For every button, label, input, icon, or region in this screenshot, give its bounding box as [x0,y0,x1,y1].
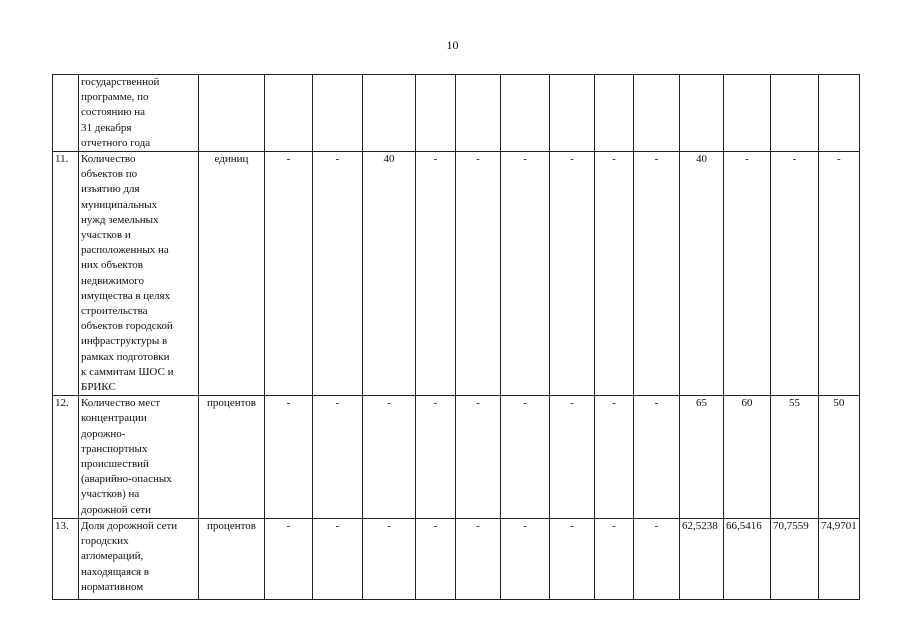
description-line: изъятию для [81,183,140,196]
value-cell: - [550,152,595,396]
indicator-description-cell [79,518,199,599]
value-cell: - [363,396,416,519]
indicator-description-cell [79,152,199,396]
description-line: рамках подготовки [81,350,170,363]
value-cell: - [501,396,550,519]
value-cell: 62,5238 [680,518,724,599]
description-line: объектов городской [81,320,173,333]
value-cell [416,75,456,152]
indicators-table [52,74,860,600]
value-cell: 55 [771,396,819,519]
description-line: (аварийно-опасных [81,473,172,486]
value-cell: - [416,152,456,396]
value-cell: 65 [680,396,724,519]
value-cell: - [771,152,819,396]
description-line: программе, по [81,91,149,104]
description-line: 31 декабря [81,121,132,134]
value-cell: - [819,152,860,396]
value-cell [313,75,363,152]
value-cell: 66,5416 [724,518,771,599]
value-cell: - [456,518,501,599]
value-cell [363,75,416,152]
description-line: городских [81,535,129,548]
value-cell: 40 [363,152,416,396]
description-line: отчетного года [81,136,151,149]
value-cell: - [634,396,680,519]
description-line: Количество [81,153,136,166]
value-cell: - [456,396,501,519]
description-line: агломераций, [81,550,144,563]
description-line: государственной [81,76,160,88]
description-line: них объектов [81,259,143,272]
description-line: имущества в целях [81,289,171,302]
unit-cell: процентов [199,518,265,599]
description-line: расположенных на [81,244,169,257]
value-cell [771,75,819,152]
value-cell: 50 [819,396,860,519]
value-cell: - [724,152,771,396]
value-cell: 60 [724,396,771,519]
description-line: недвижимого [81,274,144,287]
value-cell: - [634,152,680,396]
description-line: Количество мест [81,397,161,410]
description-line: дорожно- [81,427,126,440]
description-line: находящаяся в [81,565,149,578]
unit-cell: процентов [199,396,265,519]
value-cell: - [595,518,634,599]
value-cell: - [313,152,363,396]
row-number-cell [53,75,79,152]
value-cell: - [313,518,363,599]
value-cell: - [265,152,313,396]
value-cell: - [501,152,550,396]
value-cell [634,75,680,152]
description-line: объектов по [81,168,138,181]
value-cell [595,75,634,152]
value-cell: - [416,518,456,599]
description-line: муниципальных [81,198,158,211]
value-cell: - [313,396,363,519]
indicator-description-cell [79,396,199,519]
description-line: нормативном [81,580,144,593]
description-line: Доля дорожной сети [81,519,178,532]
value-cell [501,75,550,152]
value-cell [550,75,595,152]
value-cell: - [595,396,634,519]
value-cell: - [550,396,595,519]
table-row [53,152,860,396]
table-row [53,518,860,599]
description-line: к саммитам ШОС и [81,365,174,378]
description-line: строительства [81,305,148,318]
description-line: БРИКС [81,381,116,394]
value-cell: - [265,518,313,599]
value-cell [265,75,313,152]
description-line: транспортных [81,442,148,455]
description-line: нужд земельных [81,213,159,226]
description-line: инфраструктуры в [81,335,168,348]
description-line: концентрации [81,412,147,425]
value-cell: - [456,152,501,396]
value-cell: - [550,518,595,599]
value-cell: - [634,518,680,599]
unit-cell: единиц [199,152,265,396]
value-cell: 40 [680,152,724,396]
value-cell [680,75,724,152]
row-number-cell: 12. [53,396,79,519]
description-line: происшествий [81,458,149,471]
page-number: 10 [446,38,459,52]
value-cell: 70,7559 [771,518,819,599]
table-row [53,75,860,152]
value-cell: - [265,396,313,519]
value-cell: 74,9701 [819,518,860,599]
value-cell [456,75,501,152]
value-cell: - [501,518,550,599]
description-line: дорожной сети [81,503,152,516]
indicator-description-cell [79,75,199,152]
value-cell [724,75,771,152]
description-line: состоянию на [81,106,146,119]
value-cell: - [416,396,456,519]
description-line: участков) на [81,488,140,501]
row-number-cell: 11. [53,152,79,396]
description-line: участков и [81,229,131,242]
unit-cell [199,75,265,152]
value-cell [819,75,860,152]
value-cell: - [595,152,634,396]
table-row [53,396,860,519]
value-cell: - [363,518,416,599]
row-number-cell: 13. [53,518,79,599]
